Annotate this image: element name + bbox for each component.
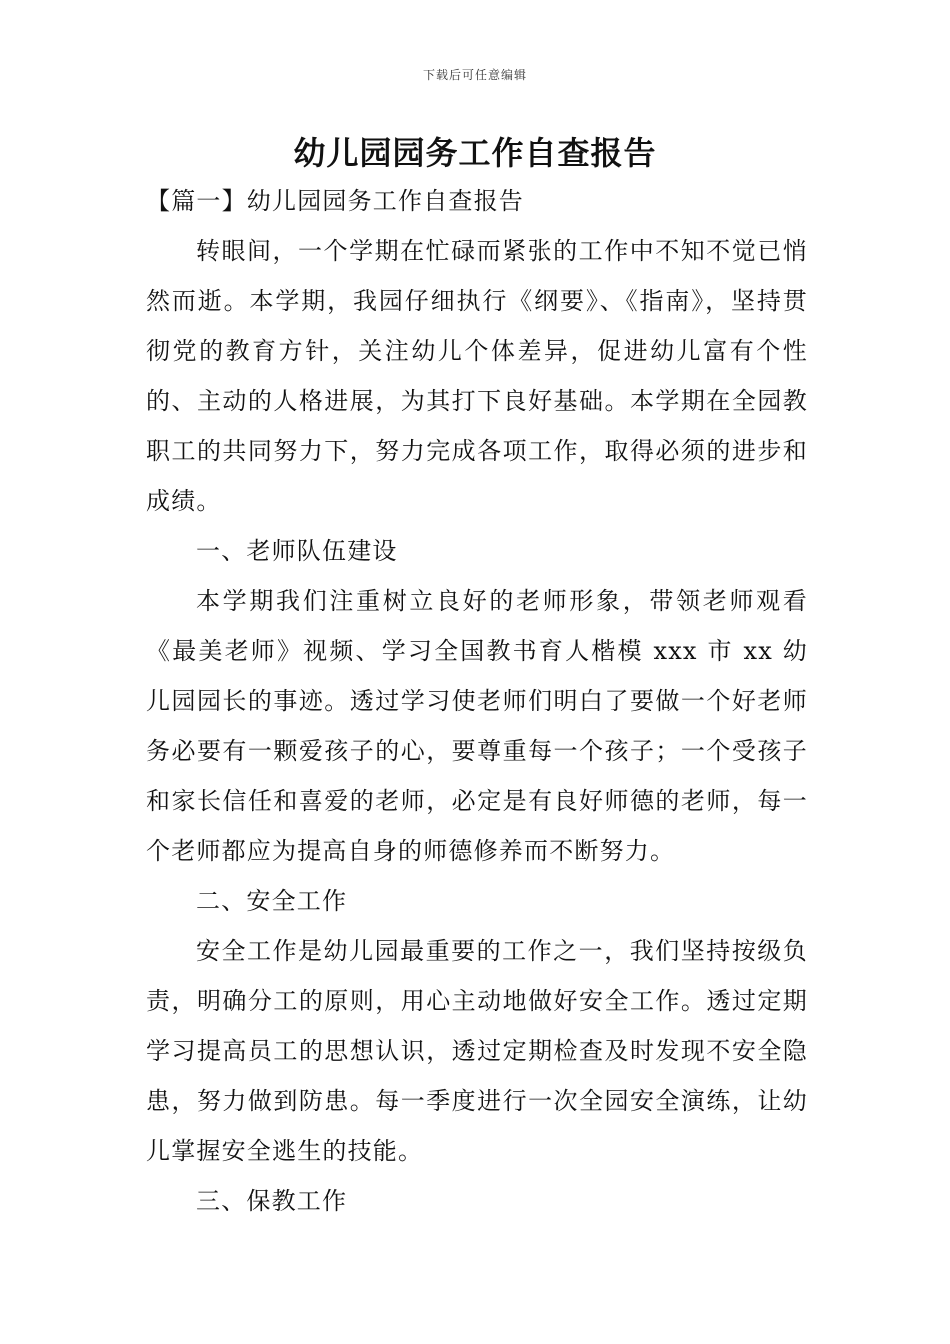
heading-teacher-team: 一、老师队伍建设 bbox=[196, 537, 398, 565]
heading-safety: 二、安全工作 bbox=[196, 887, 348, 915]
intro-paragraph: 转眼间，一个学期在忙碌而紧张的工作中不知不觉已悄然而逝。本学期，我园仔细执行《纲要》、《指南》，坚持贯彻党的教育方针，关注幼儿个体差异，促进幼儿富有个性的、主动的人格进展，为其打下良好基础。本学期在全园教职工的共同努力下，努力完成各项工作，取得必须的进步和成绩。 bbox=[146, 237, 808, 515]
heading-care-education: 三、保教工作 bbox=[196, 1187, 348, 1215]
document-title: 幼儿园园务工作自查报告 bbox=[293, 134, 657, 172]
header-note: 下载后可任意编辑 bbox=[422, 68, 527, 82]
document-body bbox=[146, 176, 808, 1226]
section-label: 【篇一】幼儿园园务工作自查报告 bbox=[146, 187, 524, 215]
safety-paragraph: 安全工作是幼儿园最重要的工作之一，我们坚持按级负责，明确分工的原则，用心主动地做好安全工作。透过定期学习提高员工的思想认识，透过定期检查及时发现不安全隐患，努力做到防患。每一季度进行一次全园安全演练，让幼儿掌握安全逃生的技能。 bbox=[146, 937, 808, 1165]
teacher-team-paragraph: 本学期我们注重树立良好的老师形象，带领老师观看《最美老师》视频、学习全国教书育人楷模 xxx 市 xx 幼儿园园长的事迹。透过学习使老师们明白了要做一个好老师务必要有一颗爱孩子的心，要尊重每一个孩子；一个受孩子和家长信任和喜爱的老师，必定是有良好师德的老师，每一个老师都应为提高自身的师德修养而不断努力。 bbox=[146, 587, 808, 865]
